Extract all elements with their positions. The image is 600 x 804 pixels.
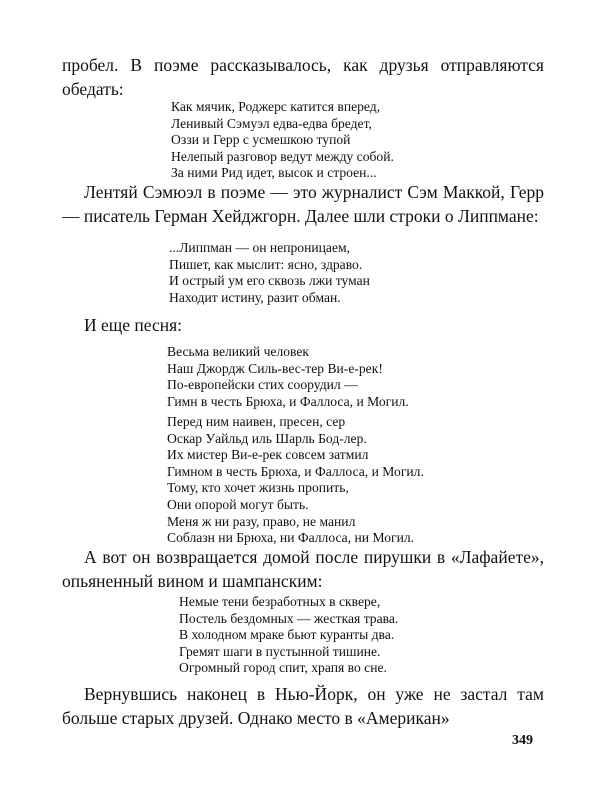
verse-line: Весьма великий человек <box>167 344 310 359</box>
verse-line: Они опорой могут быть. <box>167 496 309 512</box>
page-number: 349 <box>512 733 533 748</box>
verse-line: По-европейски стих соорудил — <box>167 377 358 393</box>
verse-line: Оскар Уайльд иль Шарль Бод-лер. <box>167 430 367 446</box>
verse-line: Оззи и Герр с усмешкою тупой <box>171 132 351 148</box>
verse-line: ...Липпман — он непроницаем, <box>169 240 350 255</box>
verse-dinner <box>171 99 394 182</box>
verse-song-part-2 <box>167 414 424 547</box>
verse-line: Меня ж ни разу, право, не манил <box>167 513 356 529</box>
verse-line: Немые тени безработных в сквере, <box>179 594 381 609</box>
paragraph-2: Лентяй Сэмюэл в поэме — это журналист Сэм Маккой, Герр — писатель Герман Хейджгорн. Далее шли строки о Липпмане: <box>62 182 544 226</box>
verse-line: Перед ним наивен, пресен, сер <box>167 414 346 429</box>
verse-line: Постель бездомных — жесткая трава. <box>179 610 399 626</box>
verse-line: Гимн в честь Брюха, и Фаллоса, и Могил. <box>167 393 409 409</box>
paragraph-5: Вернувшись наконец в Нью-Йорк, он уже не застал там больше старых друзей. Однако место в «Американ» <box>62 684 544 728</box>
verse-line: Огромный город спит, храпя во сне. <box>179 660 387 676</box>
verse-line: За ними Рид идет, высок и строен... <box>171 165 377 181</box>
verse-line: Соблазн ни Брюха, ни Фаллоса, ни Могил. <box>167 530 415 546</box>
verse-line: Находит истину, разит обман. <box>169 289 341 305</box>
paragraph-3: И еще песня: <box>84 315 183 335</box>
verse-line: В холодном мраке бьют куранты два. <box>179 627 395 643</box>
verse-line: Как мячик, Роджерс катится вперед, <box>171 99 381 114</box>
verse-lippmann <box>169 240 370 306</box>
verse-line: Ленивый Сэмуэл едва-едва бредет, <box>171 115 372 131</box>
verse-line: Гимном в честь Брюха, и Фаллоса, и Могил. <box>167 463 424 479</box>
verse-line: Тому, кто хочет жизнь пропить, <box>167 480 349 496</box>
verse-line: Нелепый разговор ведут между собой. <box>171 148 394 164</box>
verse-line: Пишет, как мыслит: ясно, здраво. <box>169 256 363 272</box>
verse-song-part-1 <box>167 344 409 410</box>
verse-line: Наш Джордж Силь-вес-тер Ви-е-рек! <box>167 360 383 376</box>
verse-night-city <box>179 594 398 677</box>
paragraph-1: пробел. В поэме рассказывалось, как друзья отправляются обедать: <box>62 55 544 99</box>
paragraph-4: А вот он возвращается домой после пирушки в «Лафайете», опьяненный вином и шампанским: <box>62 547 544 591</box>
verse-line: Гремят шаги в пустынной тишине. <box>179 643 381 659</box>
verse-line: Их мистер Ви-е-рек совсем затмил <box>167 447 369 463</box>
verse-line: И острый ум его сквозь лжи туман <box>169 273 370 289</box>
